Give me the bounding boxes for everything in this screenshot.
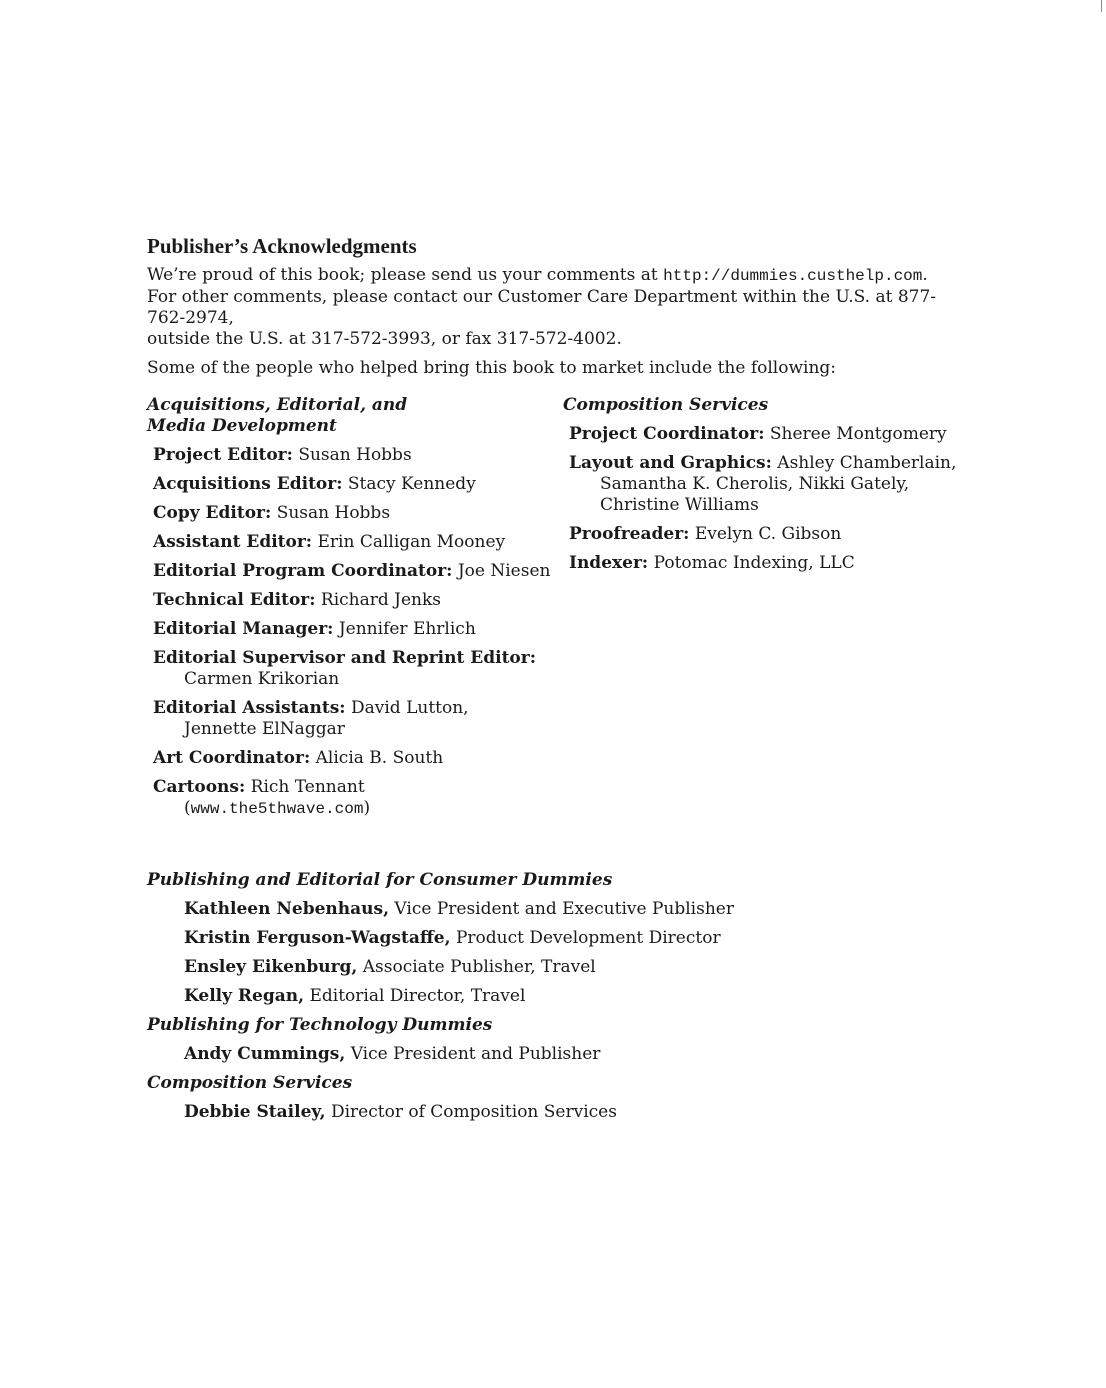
executive-title: Vice President and Executive Publisher (394, 899, 734, 919)
section-heading-acquisitions: Acquisitions, Editorial, and Media Development (147, 395, 408, 436)
credit-role: Cartoons: (153, 777, 246, 797)
credit-name-continued: Jennette ElNaggar (184, 719, 345, 739)
executive-title: Product Development Director (455, 928, 721, 948)
cartoon-url[interactable]: www.the5thwave.com (190, 800, 364, 818)
page-title: Publisher’s Acknowledgments (147, 234, 417, 258)
credits-columns (147, 395, 967, 820)
credit-role: Technical Editor: (153, 590, 316, 610)
executive-entry (147, 986, 967, 1007)
credit-name: Erin Calligan Mooney (317, 532, 506, 552)
executive-credits (147, 870, 967, 1123)
executive-title: Director of Composition Services (330, 1102, 617, 1122)
credit-name: Potomac Indexing, LLC (653, 553, 855, 573)
credit-name: Susan Hobbs (298, 445, 412, 465)
credit-entry (147, 698, 563, 740)
executive-name: Ensley Eikenburg, (184, 957, 358, 977)
intro-people-line: Some of the people who helped bring this book to market include the following: (147, 358, 837, 378)
credit-role: Art Coordinator: (153, 748, 311, 768)
credit-name: Susan Hobbs (276, 503, 391, 523)
executive-name: Kristin Ferguson-Wagstaffe, (184, 928, 451, 948)
credit-role: Project Coordinator: (569, 424, 765, 444)
executive-entry (147, 1044, 967, 1065)
executive-title: Associate Publisher, Travel (362, 957, 596, 977)
credit-name: Joe Niesen (457, 561, 551, 581)
credit-name: Sheree Montgomery (769, 424, 947, 444)
credit-name: Evelyn C. Gibson (694, 524, 842, 544)
executive-title: Vice President and Publisher (350, 1044, 601, 1064)
executive-name: Andy Cummings, (184, 1044, 346, 1064)
credit-name: Jennifer Ehrlich (338, 619, 476, 639)
credit-role: Assistant Editor: (153, 532, 313, 552)
intro-line-3: outside the U.S. at 317-572-3993, or fax 317-572-4002. (147, 329, 622, 349)
executive-entry (147, 899, 967, 920)
credit-entry (563, 424, 967, 445)
credit-role: Editorial Manager: (153, 619, 334, 639)
credit-name: Richard Jenks (320, 590, 442, 610)
intro-line-2: For other comments, please contact our Customer Care Department within the U.S. at 877-762-2974, (147, 287, 937, 328)
credit-entry (147, 445, 563, 466)
acknowledgments-page (147, 230, 967, 1123)
credit-role: Copy Editor: (153, 503, 272, 523)
section-heading-composition-services: Composition Services (147, 1073, 353, 1093)
credit-entry (147, 777, 563, 820)
credit-entry (563, 553, 967, 574)
executive-entry (147, 957, 967, 978)
credit-name: Ashley Chamberlain, (777, 453, 957, 473)
comments-url[interactable]: http://dummies.custhelp.com (663, 267, 923, 285)
credit-entry (147, 474, 563, 495)
executive-name: Kathleen Nebenhaus, (184, 899, 390, 919)
credit-role: Editorial Assistants: (153, 698, 346, 718)
credit-entry (147, 503, 563, 524)
credit-role: Acquisitions Editor: (153, 474, 343, 494)
credit-entry (147, 532, 563, 553)
credit-name: David Lutton, (351, 698, 469, 718)
credit-entry (147, 561, 563, 582)
credit-role: Layout and Graphics: (569, 453, 772, 473)
credit-name-continued: Samantha K. Cherolis, Nikki Gately, (600, 474, 910, 494)
intro-text: We’re proud of this book; please send us your comments at (147, 265, 664, 285)
credit-entry (563, 453, 967, 516)
credit-role: Editorial Supervisor and Reprint Editor: (153, 648, 536, 668)
credit-entry (147, 748, 563, 769)
credit-name-continued: Christine Williams (600, 495, 759, 515)
executive-entry (147, 1102, 967, 1123)
credit-name: Alicia B. South (315, 748, 444, 768)
credit-role: Proofreader: (569, 524, 690, 544)
credit-entry (147, 619, 563, 640)
intro-paragraph (147, 265, 967, 350)
credit-role: Project Editor: (153, 445, 293, 465)
cartoon-website: (www.the5thwave.com) (184, 798, 371, 818)
section-heading-composition: Composition Services (563, 395, 769, 415)
right-column (563, 395, 967, 820)
credit-name: Rich Tennant (250, 777, 365, 797)
credit-role: Indexer: (569, 553, 649, 573)
credit-entry (147, 590, 563, 611)
section-heading-technology: Publishing for Technology Dummies (147, 1015, 493, 1035)
executive-entry (147, 928, 967, 949)
executive-title: Editorial Director, Travel (309, 986, 526, 1006)
executive-name: Debbie Stailey, (184, 1102, 326, 1122)
executive-name: Kelly Regan, (184, 986, 305, 1006)
section-heading-consumer: Publishing and Editorial for Consumer Dummies (147, 870, 613, 890)
credit-role: Editorial Program Coordinator: (153, 561, 453, 581)
credit-name: Carmen Krikorian (184, 669, 340, 689)
credit-entry (147, 648, 563, 690)
left-column (147, 395, 563, 820)
margin-mark (1101, 0, 1102, 12)
credit-name: Stacy Kennedy (347, 474, 476, 494)
credit-entry (563, 524, 967, 545)
intro-period: . (922, 265, 928, 285)
